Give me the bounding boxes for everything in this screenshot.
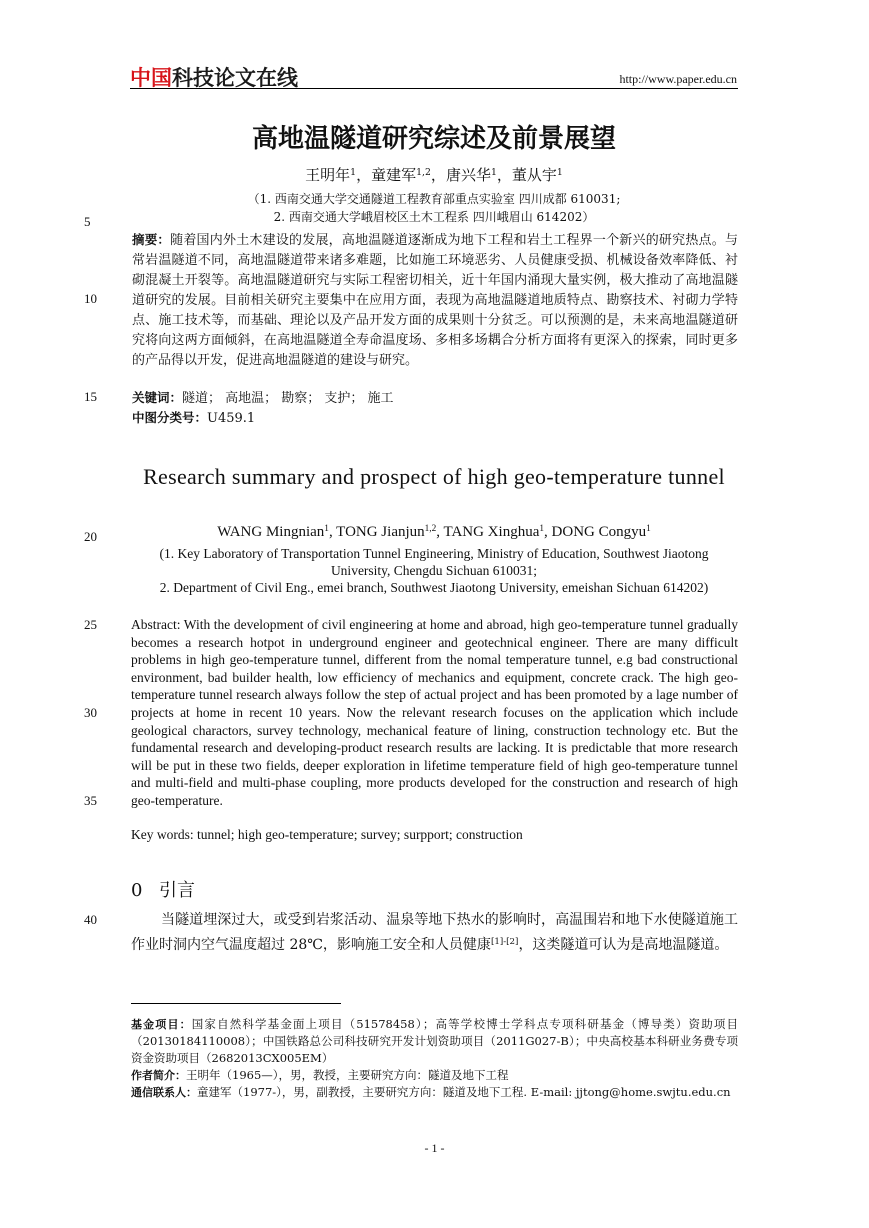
abstract-text: 随着国内外土木建设的发展，高地温隧道逐渐成为地下工程和岩土工程界一个新兴的研究热点。与常岩温隧道不同，高地温隧道带来诸多难题，比如施工环境恶劣、人员健康受损、机械设备效率降低、衬砌混凝土开裂等。高地温隧道研究与实际工程密切相关，近十年国内涌现大量实例，极大推动了高地温隧道研究的发展。目前相关研究主要集中在应用方面，表现为高地温隧道地质特点、勘察技术、衬砌力学特点、施工技术等，而基础、理论以及产品开发方面的成果则十分贫乏。可以预测的是，未来高地温隧道研究将向这两方面倾斜，在高地温隧道全寿命温度场、多相多场耦合分析方面将有更深入的探索，同时更多的产品得以开发，促进高地温隧道的建设与研究。 (132, 233, 738, 368)
author-separator: , (544, 524, 552, 540)
intro-text-end: ，这类隧道可认为是高地温隧道。 (518, 937, 729, 953)
section-heading (131, 876, 195, 902)
line-number: 10 (84, 291, 97, 306)
chinese-authors (130, 164, 738, 185)
english-title: Research summary and prospect of high geo-temperature tunnel (143, 464, 725, 489)
chinese-keywords (132, 388, 394, 409)
author-affil-sup: 1 (324, 523, 329, 534)
author-bio-footnote (131, 1067, 738, 1084)
line-number: 30 (84, 705, 97, 720)
author-affil-sup: 1 (350, 166, 357, 178)
author-affil-sup: 1,2 (424, 523, 437, 534)
chinese-abstract (132, 230, 738, 371)
contact-text: 童建军（1977-），男，副教授，主要研究方向：隧道及地下工程. E-mail: jjtong@home.swjtu.edu.cn (197, 1085, 731, 1099)
author-separator: ， (430, 166, 446, 184)
intro-paragraph (131, 908, 738, 958)
author-name: TANG Xinghua (443, 524, 540, 540)
english-keywords (131, 827, 523, 843)
line-number: 35 (84, 793, 97, 808)
fund-label: 基金项目： (131, 1018, 192, 1031)
fund-footnote (131, 1016, 738, 1067)
section-title: 引言 (159, 880, 195, 901)
author-name: WANG Mingnian (217, 524, 325, 540)
line-number: 5 (84, 214, 91, 229)
site-url[interactable]: http://www.paper.edu.cn (619, 72, 737, 86)
author-affil-sup: 1,2 (416, 166, 431, 178)
abstract-label: Abstract: (131, 617, 184, 632)
intro-text: 当隧道埋深过大，或受到岩浆活动、温泉等地下热水的影响时，高温围岩和地下水使隧道施工作业时洞内空气温度超过 28℃，影响施工安全和人员健康 (131, 912, 738, 953)
fund-text: 国家自然科学基金面上项目（51578458）；高等学校博士学科点专项科研基金（博导类）资助项目（20130184110008）；中国铁路总公司科技研究开发计划资助项目（2011G027-B）；中央高校基本科研业务费专项资金资助项目（2682013CX005EM） (131, 1017, 738, 1065)
author-affil-sup: 1 (646, 523, 651, 534)
header-divider (130, 88, 738, 89)
keywords-text: 隧道； 高地温； 勘察； 支护； 施工 (182, 391, 394, 406)
contact-footnote (131, 1084, 738, 1101)
keywords-label: Key words: (131, 827, 197, 842)
line-number: 15 (84, 389, 97, 404)
author-separator: ， (496, 166, 512, 184)
logo-red-text: 中国 (130, 66, 172, 90)
author-name: 王明年 (305, 166, 351, 184)
author-name: TONG Jianjun (336, 524, 425, 540)
author-bio-text: 王明年（1965—），男，教授，主要研究方向：隧道及地下工程 (186, 1068, 509, 1082)
line-number: 25 (84, 617, 97, 632)
citation-link[interactable]: [1]-[2] (490, 937, 519, 948)
contact-label: 通信联系人： (131, 1086, 197, 1099)
chinese-affiliation-2: 2. 西南交通大学峨眉校区土木工程系 四川峨眉山 614202） (273, 210, 595, 224)
chinese-affiliation-1: （1. 西南交通大学交通隧道工程教育部重点实验室 四川成都 610031; (247, 192, 621, 206)
author-name: 唐兴华 (445, 166, 491, 184)
keywords-text: tunnel; high geo-temperature; survey; surpport; construction (197, 827, 523, 842)
author-separator: ， (356, 166, 372, 184)
line-number: 40 (84, 912, 97, 927)
footnote-divider (131, 1003, 341, 1004)
section-number: 0 (131, 880, 143, 901)
author-bio-label: 作者简介： (131, 1069, 186, 1082)
author-affil-sup: 1 (490, 166, 497, 178)
author-separator: , (328, 524, 337, 540)
keywords-label: 关键词： (132, 390, 183, 405)
author-separator: , (436, 524, 444, 540)
classification-label: 中图分类号： (132, 410, 208, 425)
author-name: 童建军 (371, 166, 417, 184)
author-affil-sup: 1 (539, 523, 545, 534)
author-name: 董从宇 (511, 166, 557, 184)
author-affil-sup: 1 (556, 166, 563, 178)
chinese-title: 高地温隧道研究综述及前景展望 (251, 124, 616, 154)
abstract-text: With the development of civil engineering at home and abroad, high geo-temperature tunnel gradually becomes a research hotpot in underground engineer and geotechnical engineer. There are many difficult problems in high geo-temperature tunnel, different from the nomal temperature tunnel, e.g bad constructional environment, bad builder health, low efficiency of mechanics and equipment, concrete crack. The high geo-temperature tunnel research always follow the step of actual project and has been promoted by a lage number of projects at home in recent 10 years. Now the relevant research focuses on the application which include geological charactors, survey technology, mechanical feature of lining, construction technology etc. But the fundamental research and developing-product research results are lacking. It is predictable that more research will be put in these two fields, deeper exploration in lifetime temperature field of high geo-temperature tunnel and multi-field and multi-phase coupling, more products developed for the construction and research of high geo-temperature. (131, 617, 738, 808)
classification-value: U459.1 (207, 411, 256, 426)
footnotes (131, 1016, 738, 1101)
english-affiliation-1: (1. Key Laboratory of Transportation Tunnel Engineering, Ministry of Education, Southwest Jiaotong University, Chengdu Sichuan 610031; (159, 546, 709, 578)
line-number: 20 (84, 529, 97, 544)
classification-number (132, 408, 255, 429)
abstract-label: 摘要： (132, 232, 171, 247)
page-number: - 1 - (424, 1141, 445, 1155)
logo-dark-text: 科技论文在线 (172, 66, 298, 90)
english-affiliations (130, 545, 738, 596)
author-name: DONG Congyu (551, 524, 647, 540)
english-abstract (131, 616, 738, 810)
english-authors (130, 524, 738, 541)
english-affiliation-2: 2. Department of Civil Eng., emei branch, Southwest Jiaotong University, emeishan Sichuan 614202) (159, 580, 709, 595)
